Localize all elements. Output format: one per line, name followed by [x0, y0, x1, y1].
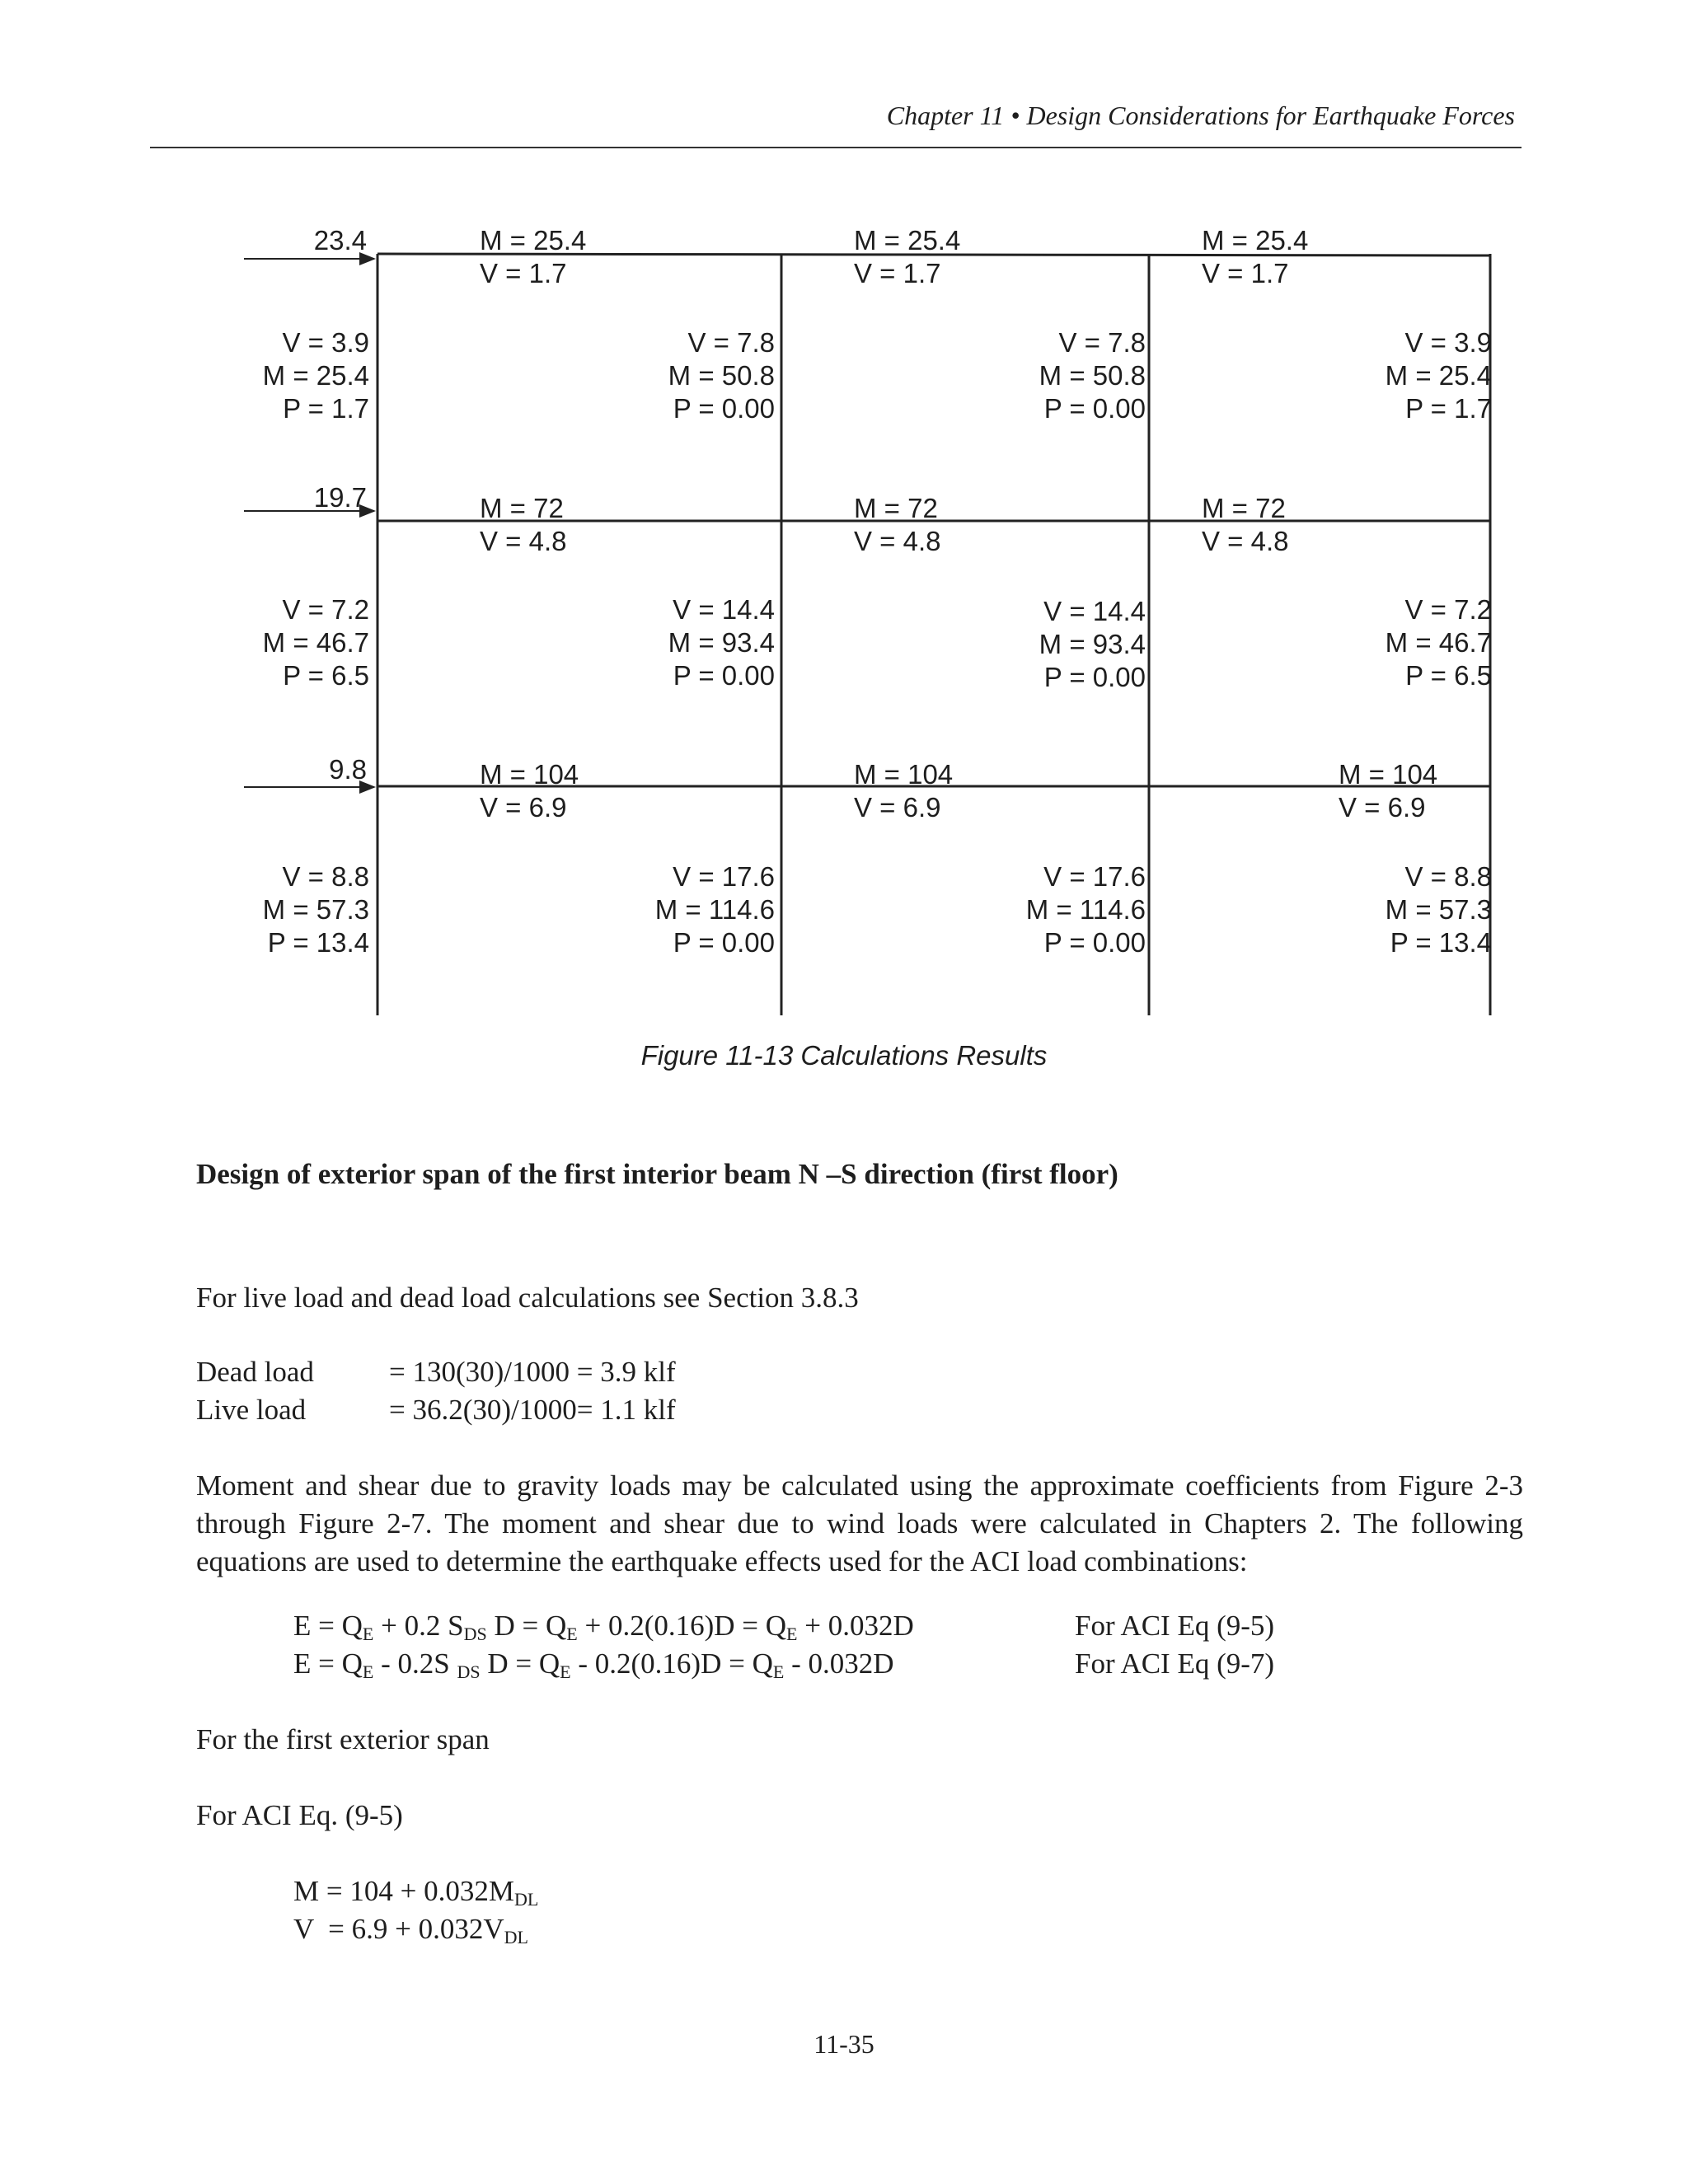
running-head: Chapter 11 • Design Considerations for Earthquake Forces [886, 101, 1515, 130]
dead-load-value: = 130(30)/1000 = 3.9 klf [389, 1356, 676, 1388]
column-label: V = 3.9 M = 25.4 P = 1.7 [1385, 327, 1492, 424]
shear-equation: $V = 6.9 + 0.032V_{DL}$ [293, 1913, 528, 1947]
equation-ref: For ACI Eq (9-7) [1075, 1647, 1275, 1680]
column-label: V = 17.6 M = 114.6 P = 0.00 [1025, 861, 1146, 958]
moment-equation: $M = 104 + 0.032M_{DL}$ [293, 1875, 539, 1910]
beam-label: M = 25.4 V = 1.7 [854, 225, 961, 288]
equation-ref: For ACI Eq (9-5) [1075, 1610, 1275, 1642]
column-label: V = 7.8 M = 50.8 P = 0.00 [1039, 327, 1146, 424]
beam-label: M = 104 V = 6.9 [854, 759, 954, 823]
column-label: V = 3.9 M = 25.4 P = 1.7 [262, 327, 369, 424]
column-label: V = 14.4 M = 93.4 P = 0.00 [1039, 596, 1146, 692]
lateral-load-value: 9.8 [329, 754, 367, 785]
page-number: 11-35 [814, 2029, 874, 2059]
column-label: V = 17.6 M = 114.6 P = 0.00 [654, 861, 775, 958]
equation-9-7: $E = Q_E - 0.2S$ $_{DS}$ $D = Q_E - 0.2(0.16)D = Q_E - 0.032D$ [293, 1647, 894, 1682]
column-label: V = 7.8 M = 50.8 P = 0.00 [668, 327, 775, 424]
beam-label: M = 104 V = 6.9 [1339, 759, 1438, 823]
section-heading: Design of exterior span of the first interior beam N –S direction (first floor) [196, 1158, 1118, 1190]
beam-label: M = 25.4 V = 1.7 [480, 225, 587, 288]
beam-label: M = 72 V = 4.8 [854, 493, 941, 556]
lateral-load-value: 23.4 [313, 225, 367, 255]
column-label: V = 8.8 M = 57.3 P = 13.4 [262, 861, 369, 958]
intro-text: For live load and dead load calculations see Section 3.8.3 [196, 1282, 859, 1314]
live-load-label: Live load [196, 1394, 307, 1426]
beam-label: M = 25.4 V = 1.7 [1202, 225, 1309, 288]
figure-caption: Figure 11-13 Calculations Results [640, 1040, 1048, 1071]
beam-label: M = 104 V = 6.9 [480, 759, 579, 823]
column-label: V = 7.2 M = 46.7 P = 6.5 [1385, 594, 1492, 691]
span-text: For the first exterior span [196, 1723, 490, 1755]
column-label: V = 14.4 M = 93.4 P = 0.00 [668, 594, 775, 691]
column-label: V = 7.2 M = 46.7 P = 6.5 [262, 594, 369, 691]
body-paragraph: Moment and shear due to gravity loads may be calculated using the approximate coefficients from Figure 2-3 through Figure 2-7. The moment and shear due to wind loads were calculated in Chapters 2. The following equations are used to determine the earthquake effects used for the ACI load combinations: [196, 1469, 1523, 1577]
column-label: V = 8.8 M = 57.3 P = 13.4 [1385, 861, 1492, 958]
dead-load-label: Dead load [196, 1356, 314, 1388]
lateral-load-value: 19.7 [313, 482, 367, 513]
beam-label: M = 72 V = 4.8 [1202, 493, 1289, 556]
aci-text: For ACI Eq. (9-5) [196, 1799, 403, 1831]
live-load-value: = 36.2(30)/1000= 1.1 klf [389, 1394, 676, 1426]
beam-label: M = 72 V = 4.8 [480, 493, 567, 556]
equation-9-5: $E = Q_E + 0.2$ $S_{DS}$ $D = Q_E + 0.2(0.16)D = Q_E + 0.032D$ [293, 1610, 914, 1644]
